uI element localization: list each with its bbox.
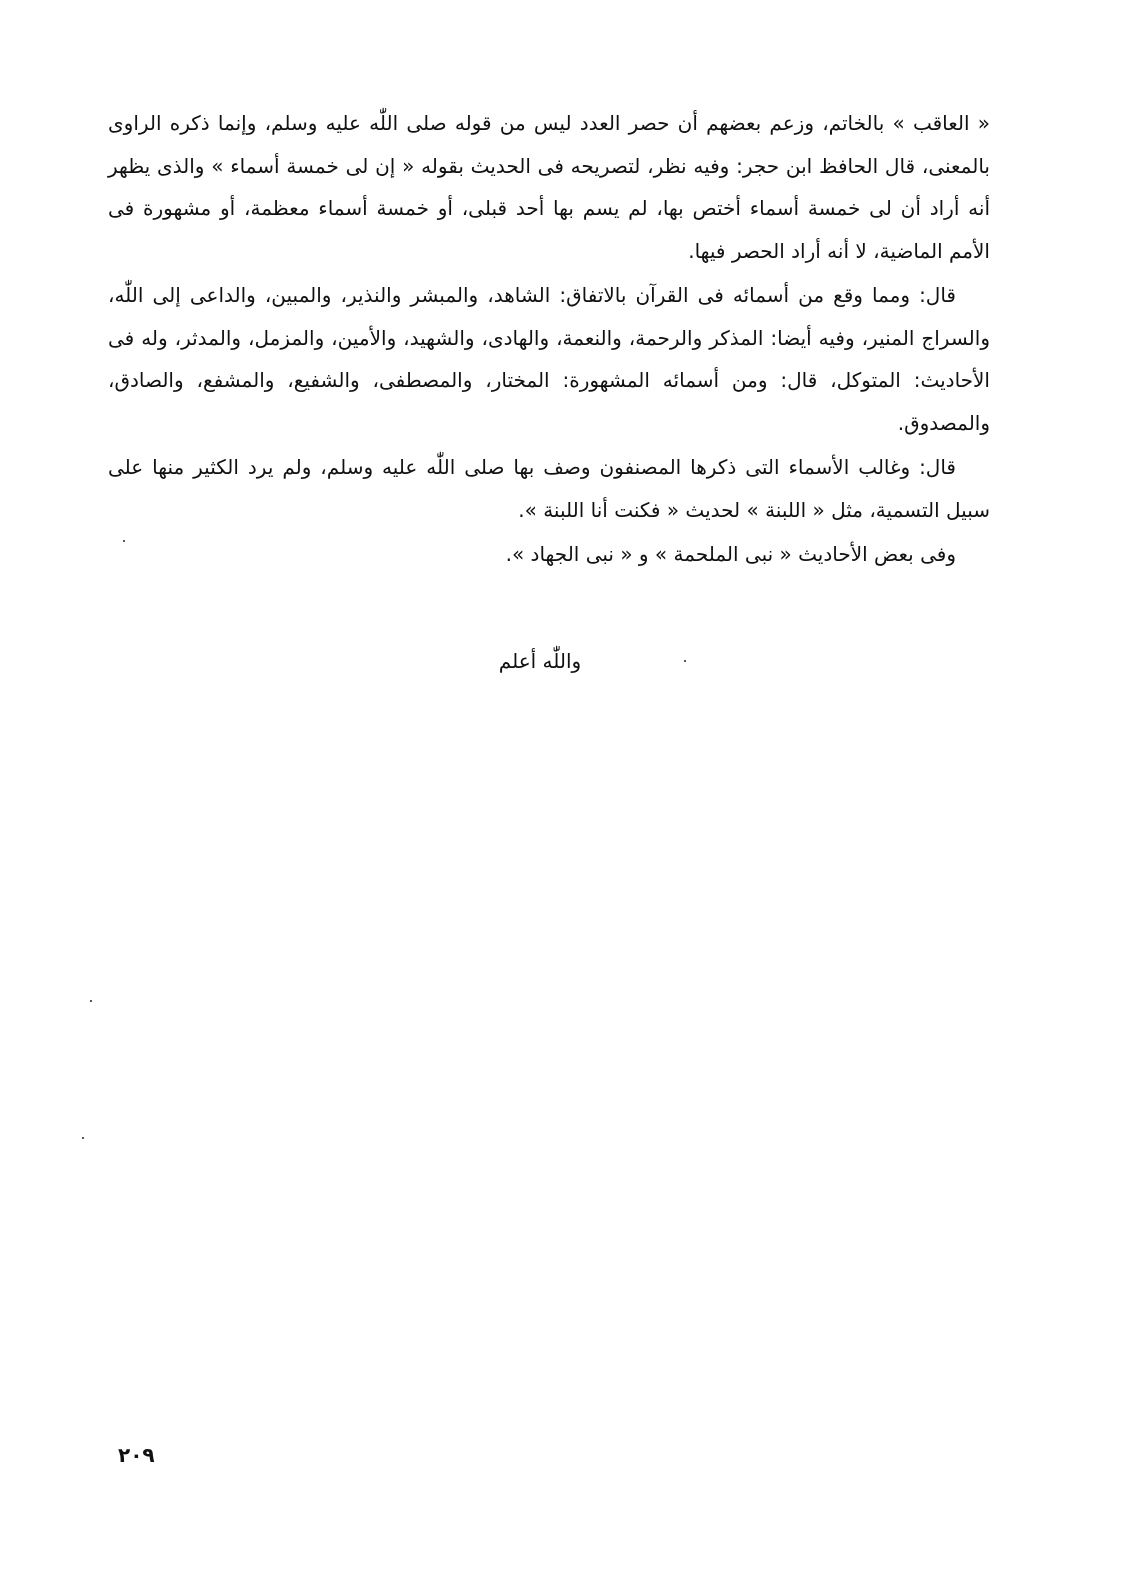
scan-speck (123, 540, 125, 542)
scan-speck (82, 1137, 84, 1139)
page-number: ٢٠٩ (118, 1443, 155, 1467)
paragraph-2: قال: ومما وقع من أسمائه فى القرآن بالاتفاق: الشاهد، والمبشر والنذير، والمبين، والداعى إلى اللّٰه، والسراج المنير، وفيه أيضا: المذكر والرحمة، والنعمة، والهادى، والشهيد، والأمين، والمزمل، والمدثر، وله فى الأحاديث: المتوكل، قال: ومن أسمائه المشهورة: المختار، والمصطفى، والشفيع، والمشفع، والصادق، والمصدوق. (108, 283, 990, 435)
paragraph-1: « العاقب » بالخاتم، وزعم بعضهم أن حصر العدد ليس من قوله صلى اللّٰه عليه وسلم، وإنما ذكره الراوى بالمعنى، قال الحافظ ابن حجر: وفيه نظر، لتصريحه فى الحديث بقوله « إن لى خمسة أسماء » والذى يظهر أنه أراد أن لى خمسة أسماء أختص بها، لم يسم بها أحد قبلى، أو خمسة أسماء معظمة، أو مشهورة فى الأمم الماضية، لا أنه أراد الحصر فيها. (108, 111, 990, 263)
paragraph-4: وفى بعض الأحاديث « نبى الملحمة » و « نبى الجهاد ». (505, 542, 956, 566)
closing-line: واللّٰه أعلم (498, 649, 582, 673)
paragraph-3: قال: وغالب الأسماء التى ذكرها المصنفون وصف بها صلى اللّٰه عليه وسلم، ولم يرد الكثير منها على سبيل التسمية، مثل « اللبنة » لحديث « فكنت أنا اللبنة ». (108, 455, 990, 522)
scan-speck (684, 660, 686, 662)
scan-speck (90, 1000, 92, 1002)
